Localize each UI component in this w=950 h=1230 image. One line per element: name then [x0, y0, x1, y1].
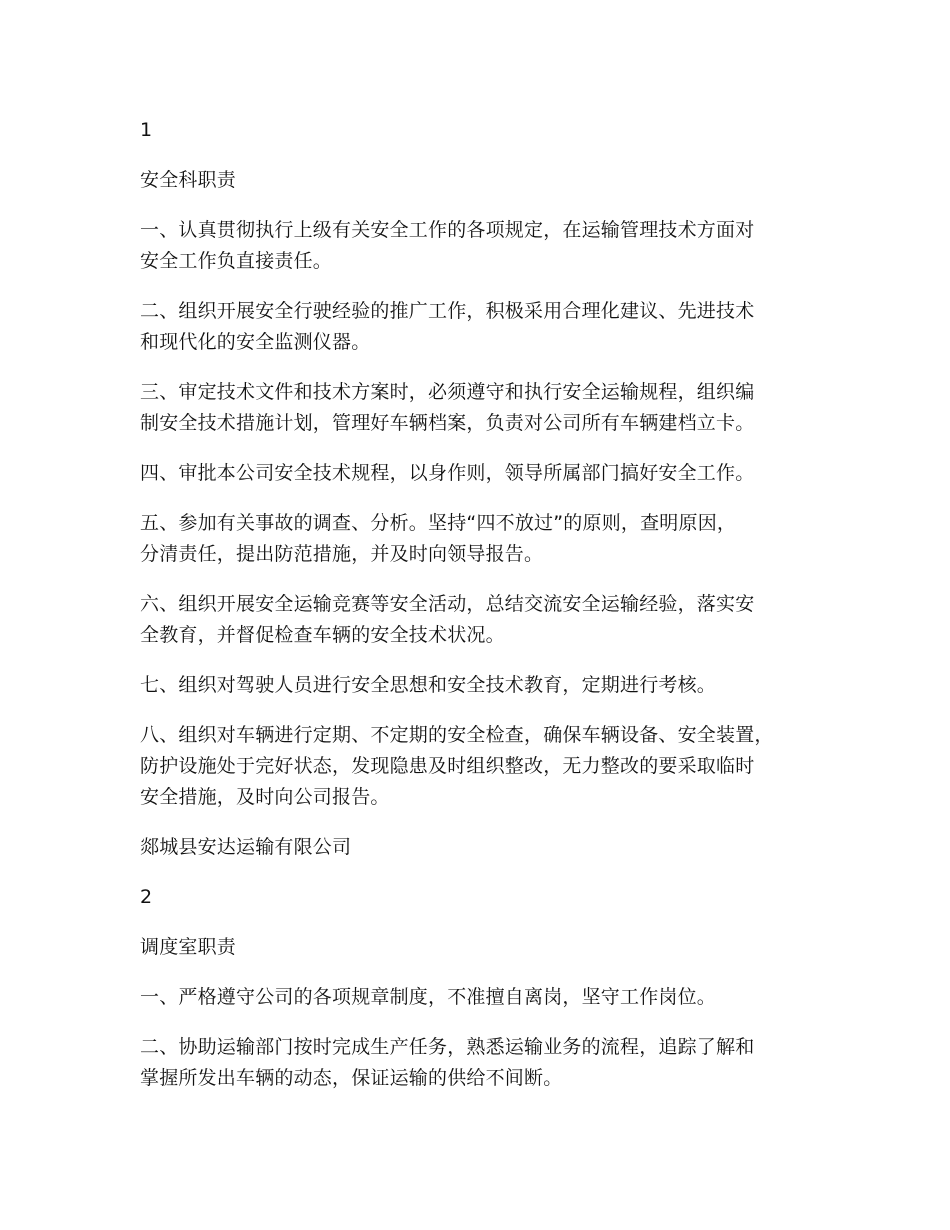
section-title: 调度室职责 — [140, 936, 237, 958]
paragraph-1 — [140, 982, 840, 1013]
paragraph-line: 五、参加有关事故的调查、分析。坚持“四不放过”的原则，查明原因， — [140, 512, 737, 534]
paragraph-line: 七、组织对驾驶人员进行安全思想和安全技术教育，定期进行考核。 — [140, 674, 717, 696]
paragraph-1 — [140, 215, 840, 277]
paragraph-line: 三、审定技术文件和技术方案时，必须遵守和执行安全运输规程，组织编 — [140, 381, 755, 403]
section-number: 1 — [140, 119, 153, 141]
paragraph-2 — [140, 1032, 840, 1094]
paragraph-6 — [140, 589, 840, 651]
company-name: 郯城县安达运输有限公司 — [140, 836, 352, 858]
section-title: 安全科职责 — [140, 169, 237, 191]
paragraph-line: 分清责任，提出防范措施，并及时向领导报告。 — [140, 543, 544, 565]
paragraph-line: 安全措施，及时向公司报告。 — [140, 786, 390, 808]
paragraph-7 — [140, 670, 840, 701]
paragraph-line: 全教育，并督促检查车辆的安全技术状况。 — [140, 624, 505, 646]
paragraph-line: 八、组织对车辆进行定期、不定期的安全检查，确保车辆设备、安全装置， — [140, 724, 774, 746]
section-number: 2 — [140, 886, 153, 908]
paragraph-4 — [140, 458, 840, 489]
paragraph-3 — [140, 377, 840, 439]
document-page — [140, 115, 840, 1094]
paragraph-line: 二、组织开展安全行驶经验的推广工作，积极采用合理化建议、先进技术 — [140, 300, 755, 322]
paragraph-line: 二、协助运输部门按时完成生产任务，熟悉运输业务的流程，追踪了解和 — [140, 1036, 755, 1058]
paragraph-8 — [140, 720, 840, 813]
paragraph-line: 一、严格遵守公司的各项规章制度，不准擅自离岗，坚守工作岗位。 — [140, 986, 717, 1008]
paragraph-line: 和现代化的安全监测仪器。 — [140, 331, 371, 353]
paragraph-5 — [140, 508, 840, 570]
paragraph-line: 一、认真贯彻执行上级有关安全工作的各项规定，在运输管理技术方面对 — [140, 219, 755, 241]
paragraph-line: 防护设施处于完好状态，发现隐患及时组织整改，无力整改的要采取临时 — [140, 755, 755, 777]
paragraph-2 — [140, 296, 840, 358]
paragraph-line: 制安全技术措施计划，管理好车辆档案，负责对公司所有车辆建档立卡。 — [140, 412, 755, 434]
paragraph-line: 掌握所发出车辆的动态，保证运输的供给不间断。 — [140, 1067, 563, 1089]
paragraph-line: 四、审批本公司安全技术规程，以身作则，领导所属部门搞好安全工作。 — [140, 462, 755, 484]
paragraph-line: 安全工作负直接责任。 — [140, 250, 333, 272]
paragraph-line: 六、组织开展安全运输竞赛等安全活动，总结交流安全运输经验，落实安 — [140, 593, 755, 615]
